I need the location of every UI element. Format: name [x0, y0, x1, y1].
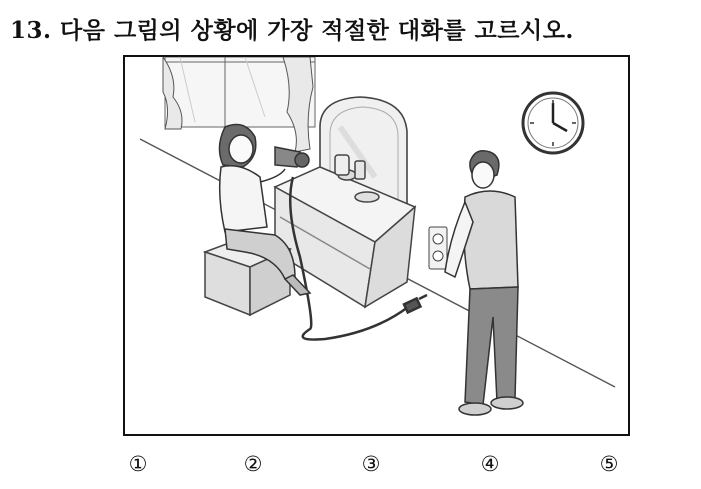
- choice-2[interactable]: ②: [243, 452, 263, 476]
- room-scene-illustration: [125, 57, 628, 434]
- wall-outlet: [429, 227, 447, 269]
- illustration-frame: [123, 55, 630, 436]
- question-title: 13. 다음 그림의 상황에 가장 적절한 대화를 고르시오.: [10, 17, 574, 44]
- answer-choices: [0, 452, 701, 482]
- wall-clock: [523, 93, 583, 153]
- choice-3[interactable]: ③: [361, 452, 381, 476]
- choice-4[interactable]: ④: [480, 452, 500, 476]
- choice-1[interactable]: ①: [128, 452, 148, 476]
- choice-5[interactable]: ⑤: [599, 452, 619, 476]
- man-standing: [445, 151, 523, 415]
